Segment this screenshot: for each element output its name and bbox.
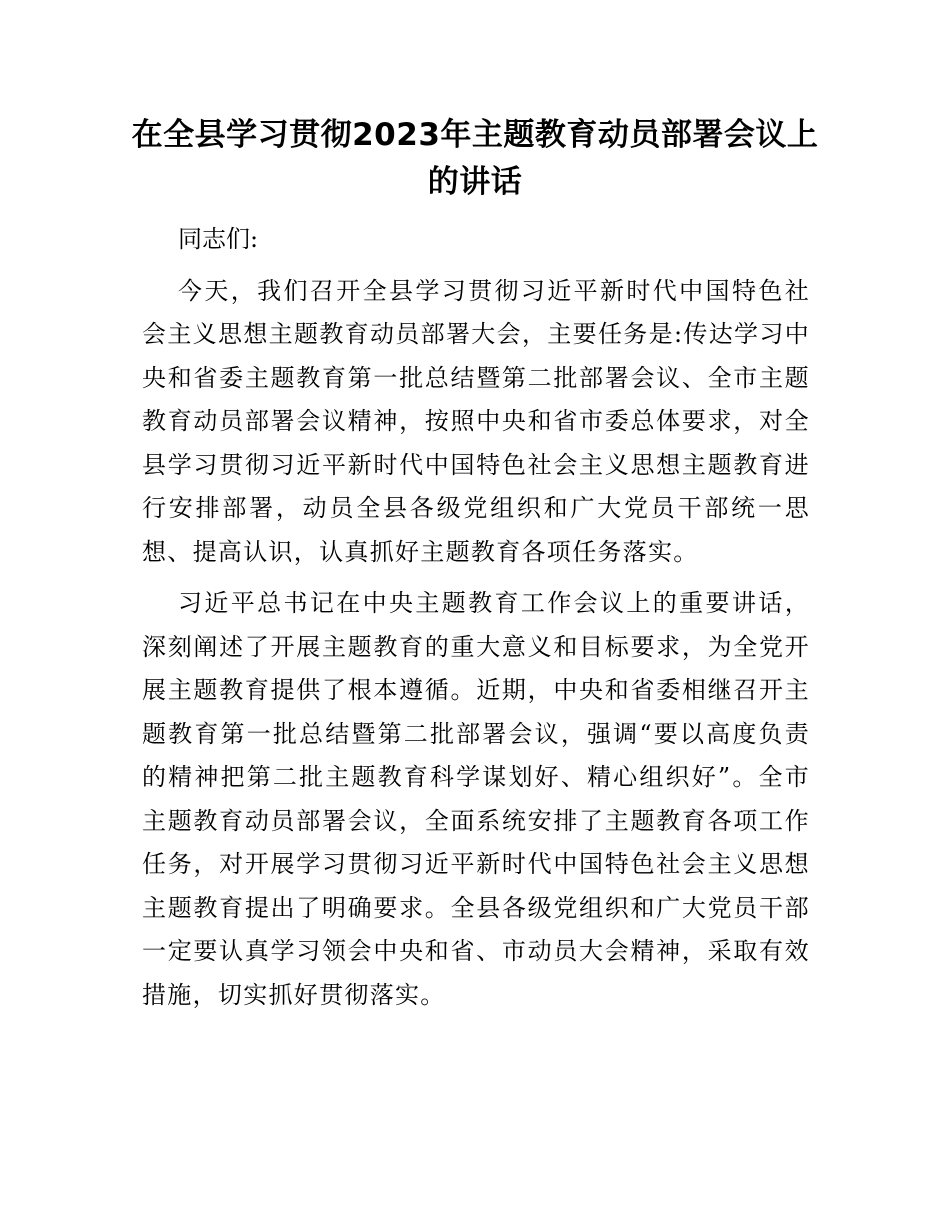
salutation: 同志们: <box>178 225 259 253</box>
document-body <box>142 218 810 1025</box>
paragraph-2: 习近平总书记在中央主题教育工作会议上的重要讲话，深刻阐述了开展主题教育的重大意义和目标要求，为全党开展主题教育提供了根本遵循。近期，中央和省委相继召开主题教育第一批总结暨第二批部署会议，强调“要以高度负责的精神把第二批主题教育科学谋划好、精心组织好”。全市主题教育动员部署会议，全面系统安排了主题教育各项工作任务，对开展学习贯彻习近平新时代中国特色社会主义思想主题教育提出了明确要求。全县各级党组织和广大党员干部一定要认真学习领会中央和省、市动员大会精神，采取有效措施，切实抓好贯彻落实。 <box>142 589 810 1009</box>
paragraph-1: 今天，我们召开全县学习贯彻习近平新时代中国特色社会主义思想主题教育动员部署大会，主要任务是:传达学习中央和省委主题教育第一批总结暨第二批部署会议、全市主题教育动员部署会议精神，按照中央和省市委总体要求，对全县学习贯彻习近平新时代中国特色社会主义思想主题教育进行安排部署，动员全县各级党组织和广大党员干部统一思想、提高认识，认真抓好主题教育各项任务落实。 <box>142 276 810 566</box>
document-title: 在全县学习贯彻2023年主题教育动员部署会议上的讲话 <box>131 117 819 200</box>
